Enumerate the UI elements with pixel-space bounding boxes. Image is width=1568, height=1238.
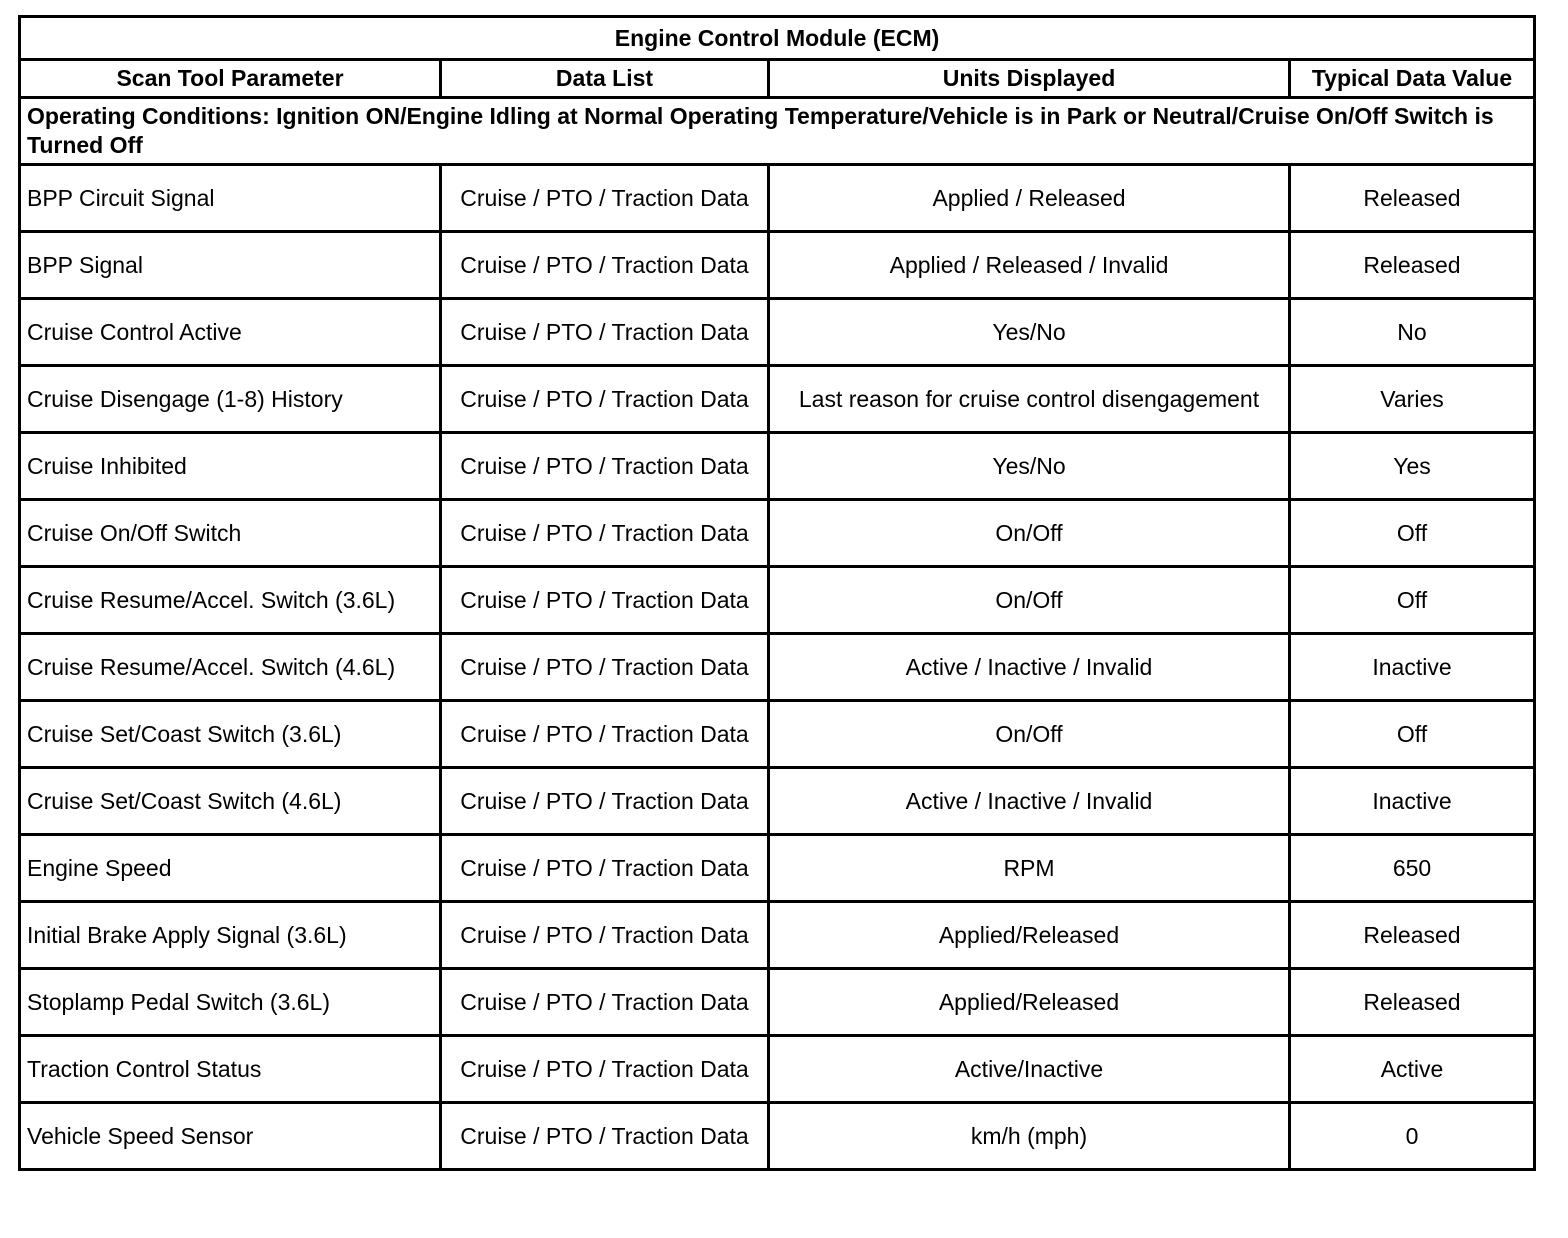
header-data-list: Data List: [441, 60, 769, 98]
units-displayed-cell: On/Off: [769, 701, 1290, 768]
data-list-cell: Cruise / PTO / Traction Data: [441, 768, 769, 835]
operating-conditions: Operating Conditions: Ignition ON/Engine Idling at Normal Operating Temperature/Vehicle is in Park or Neutral/Cruise On/Off Switch is Turned Off: [20, 98, 1535, 165]
scan-tool-parameter-cell: Cruise Control Active: [20, 299, 441, 366]
table-row: [20, 1103, 1535, 1170]
data-list-cell: Cruise / PTO / Traction Data: [441, 366, 769, 433]
table-row: [20, 433, 1535, 500]
table-row: [20, 835, 1535, 902]
data-list-cell: Cruise / PTO / Traction Data: [441, 902, 769, 969]
header-scan-tool-parameter: Scan Tool Parameter: [20, 60, 441, 98]
scan-tool-parameter-cell: Cruise Set/Coast Switch (3.6L): [20, 701, 441, 768]
data-list-cell: Cruise / PTO / Traction Data: [441, 433, 769, 500]
header-typical-data-value: Typical Data Value: [1290, 60, 1535, 98]
table-row: [20, 299, 1535, 366]
table-row: [20, 969, 1535, 1036]
units-displayed-cell: Applied / Released / Invalid: [769, 232, 1290, 299]
typical-data-value-cell: Released: [1290, 902, 1535, 969]
units-displayed-cell: Active / Inactive / Invalid: [769, 634, 1290, 701]
typical-data-value-cell: Off: [1290, 701, 1535, 768]
data-list-cell: Cruise / PTO / Traction Data: [441, 299, 769, 366]
typical-data-value-cell: Inactive: [1290, 634, 1535, 701]
header-units-displayed: Units Displayed: [769, 60, 1290, 98]
typical-data-value-cell: Released: [1290, 165, 1535, 232]
table-row: [20, 701, 1535, 768]
units-displayed-cell: Applied/Released: [769, 969, 1290, 1036]
units-displayed-cell: On/Off: [769, 567, 1290, 634]
scan-tool-parameter-cell: Cruise Inhibited: [20, 433, 441, 500]
scan-tool-parameter-cell: Initial Brake Apply Signal (3.6L): [20, 902, 441, 969]
typical-data-value-cell: Active: [1290, 1036, 1535, 1103]
data-list-cell: Cruise / PTO / Traction Data: [441, 634, 769, 701]
scan-tool-parameter-cell: Vehicle Speed Sensor: [20, 1103, 441, 1170]
table-row: [20, 165, 1535, 232]
typical-data-value-cell: 650: [1290, 835, 1535, 902]
units-displayed-cell: RPM: [769, 835, 1290, 902]
units-displayed-cell: Last reason for cruise control disengagement: [769, 366, 1290, 433]
scan-tool-parameter-cell: BPP Circuit Signal: [20, 165, 441, 232]
scan-tool-parameter-cell: BPP Signal: [20, 232, 441, 299]
data-list-cell: Cruise / PTO / Traction Data: [441, 701, 769, 768]
table-row: [20, 232, 1535, 299]
scan-tool-parameter-cell: Engine Speed: [20, 835, 441, 902]
table-row: [20, 1036, 1535, 1103]
data-list-cell: Cruise / PTO / Traction Data: [441, 1036, 769, 1103]
units-displayed-cell: Active/Inactive: [769, 1036, 1290, 1103]
typical-data-value-cell: No: [1290, 299, 1535, 366]
typical-data-value-cell: Off: [1290, 500, 1535, 567]
table-title: Engine Control Module (ECM): [20, 17, 1535, 60]
table-row: [20, 634, 1535, 701]
typical-data-value-cell: Yes: [1290, 433, 1535, 500]
table-row: [20, 366, 1535, 433]
typical-data-value-cell: Inactive: [1290, 768, 1535, 835]
units-displayed-cell: Applied/Released: [769, 902, 1290, 969]
units-displayed-cell: km/h (mph): [769, 1103, 1290, 1170]
scan-tool-parameter-cell: Stoplamp Pedal Switch (3.6L): [20, 969, 441, 1036]
units-displayed-cell: Yes/No: [769, 433, 1290, 500]
units-displayed-cell: Active / Inactive / Invalid: [769, 768, 1290, 835]
scan-tool-parameter-cell: Cruise Disengage (1-8) History: [20, 366, 441, 433]
data-list-cell: Cruise / PTO / Traction Data: [441, 969, 769, 1036]
typical-data-value-cell: Released: [1290, 232, 1535, 299]
scan-tool-parameter-cell: Cruise Set/Coast Switch (4.6L): [20, 768, 441, 835]
data-list-cell: Cruise / PTO / Traction Data: [441, 500, 769, 567]
data-list-cell: Cruise / PTO / Traction Data: [441, 1103, 769, 1170]
data-list-cell: Cruise / PTO / Traction Data: [441, 165, 769, 232]
typical-data-value-cell: Released: [1290, 969, 1535, 1036]
scan-tool-parameter-cell: Cruise Resume/Accel. Switch (3.6L): [20, 567, 441, 634]
typical-data-value-cell: 0: [1290, 1103, 1535, 1170]
ecm-data-table: [18, 15, 1536, 1171]
typical-data-value-cell: Off: [1290, 567, 1535, 634]
scan-tool-parameter-cell: Cruise Resume/Accel. Switch (4.6L): [20, 634, 441, 701]
data-list-cell: Cruise / PTO / Traction Data: [441, 232, 769, 299]
column-header-row: [20, 60, 1535, 98]
table-row: [20, 567, 1535, 634]
scan-tool-parameter-cell: Cruise On/Off Switch: [20, 500, 441, 567]
table-row: [20, 902, 1535, 969]
scan-tool-parameter-cell: Traction Control Status: [20, 1036, 441, 1103]
units-displayed-cell: Yes/No: [769, 299, 1290, 366]
data-list-cell: Cruise / PTO / Traction Data: [441, 835, 769, 902]
table-row: [20, 500, 1535, 567]
units-displayed-cell: On/Off: [769, 500, 1290, 567]
table-row: [20, 768, 1535, 835]
data-list-cell: Cruise / PTO / Traction Data: [441, 567, 769, 634]
units-displayed-cell: Applied / Released: [769, 165, 1290, 232]
typical-data-value-cell: Varies: [1290, 366, 1535, 433]
